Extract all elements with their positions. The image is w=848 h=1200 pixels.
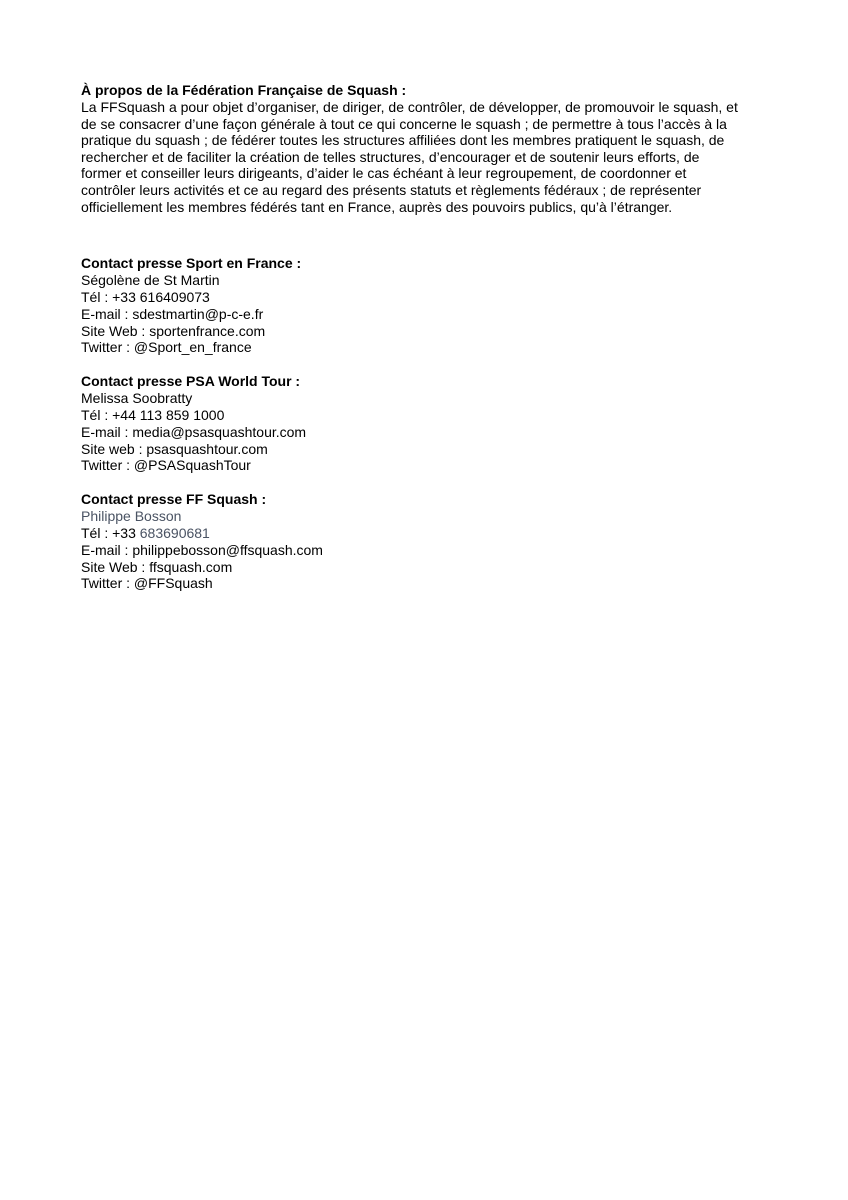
about-heading: À propos de la Fédération Française de Squash :: [81, 82, 407, 98]
contact-phone-label: Tél : +33: [81, 524, 140, 541]
contact-heading: Contact presse Sport en France :: [81, 255, 302, 272]
contact-twitter: Twitter : @PSASquashTour: [81, 457, 251, 474]
contact-phone: [81, 407, 781, 424]
contact-heading: Contact presse PSA World Tour :: [81, 373, 301, 390]
contact-name: Philippe Bosson: [81, 508, 182, 525]
contact-name: Ségolène de St Martin: [81, 272, 220, 289]
contact-phone: [81, 525, 781, 542]
contact-twitter: Twitter : @FFSquash: [81, 575, 213, 592]
about-line-1: La FFSquash a pour objet d’organiser, de diriger, de contrôler, de développer, de promouvoir le squash, et: [81, 99, 738, 115]
about-line-6: contrôler leurs activités et ce au regard des présents statuts et règlements fédéraux ; de représenter: [81, 181, 702, 198]
contact-email: E-mail : sdestmartin@p-c-e.fr: [81, 305, 264, 322]
contact-heading: Contact presse FF Squash :: [81, 491, 267, 508]
contact-website: Site Web : sportenfrance.com: [81, 322, 266, 339]
contact-psa-world-tour: [81, 373, 781, 474]
contact-twitter: Twitter : @Sport_en_france: [81, 339, 252, 356]
about-line-4: rechercher et de faciliter la création de telles structures, d’encourager et de soutenir leurs efforts, de: [81, 148, 700, 165]
contact-email: E-mail : media@psasquashtour.com: [81, 423, 307, 440]
contact-ff-squash: [81, 491, 781, 592]
document-page: [81, 82, 781, 609]
about-section: [81, 82, 781, 215]
contact-phone-label: Tél :: [81, 406, 113, 423]
contact-phone-number: 683690681: [139, 524, 210, 541]
about-line-3: pratique du squash ; de fédérer toutes les structures affiliées dont les membres pratiquent le squash, de: [81, 132, 725, 149]
about-line-7: officiellement les membres fédérés tant en France, auprès des pouvoirs publics, qu’à l’étranger.: [81, 198, 673, 215]
contact-sport-en-france: [81, 255, 781, 356]
contact-website: Site web : psasquashtour.com: [81, 440, 268, 457]
contact-phone: [81, 289, 781, 306]
about-line-2: de se consacrer d’une façon générale à tout ce qui concerne le squash ; de permettre à tous l’accès à la: [81, 115, 727, 132]
contact-website: Site Web : ffsquash.com: [81, 558, 233, 575]
about-line-5: former et conseiller leurs dirigeants, d’aider le cas échéant à leur regroupement, de coordonner et: [81, 165, 687, 182]
contact-phone-label: Tél :: [81, 288, 113, 305]
contact-phone-number: +33 616409073: [112, 288, 210, 305]
contact-name: Melissa Soobratty: [81, 390, 193, 407]
contact-email: E-mail : philippebosson@ffsquash.com: [81, 541, 323, 558]
contact-phone-number: +44 113 859 1000: [112, 406, 225, 423]
